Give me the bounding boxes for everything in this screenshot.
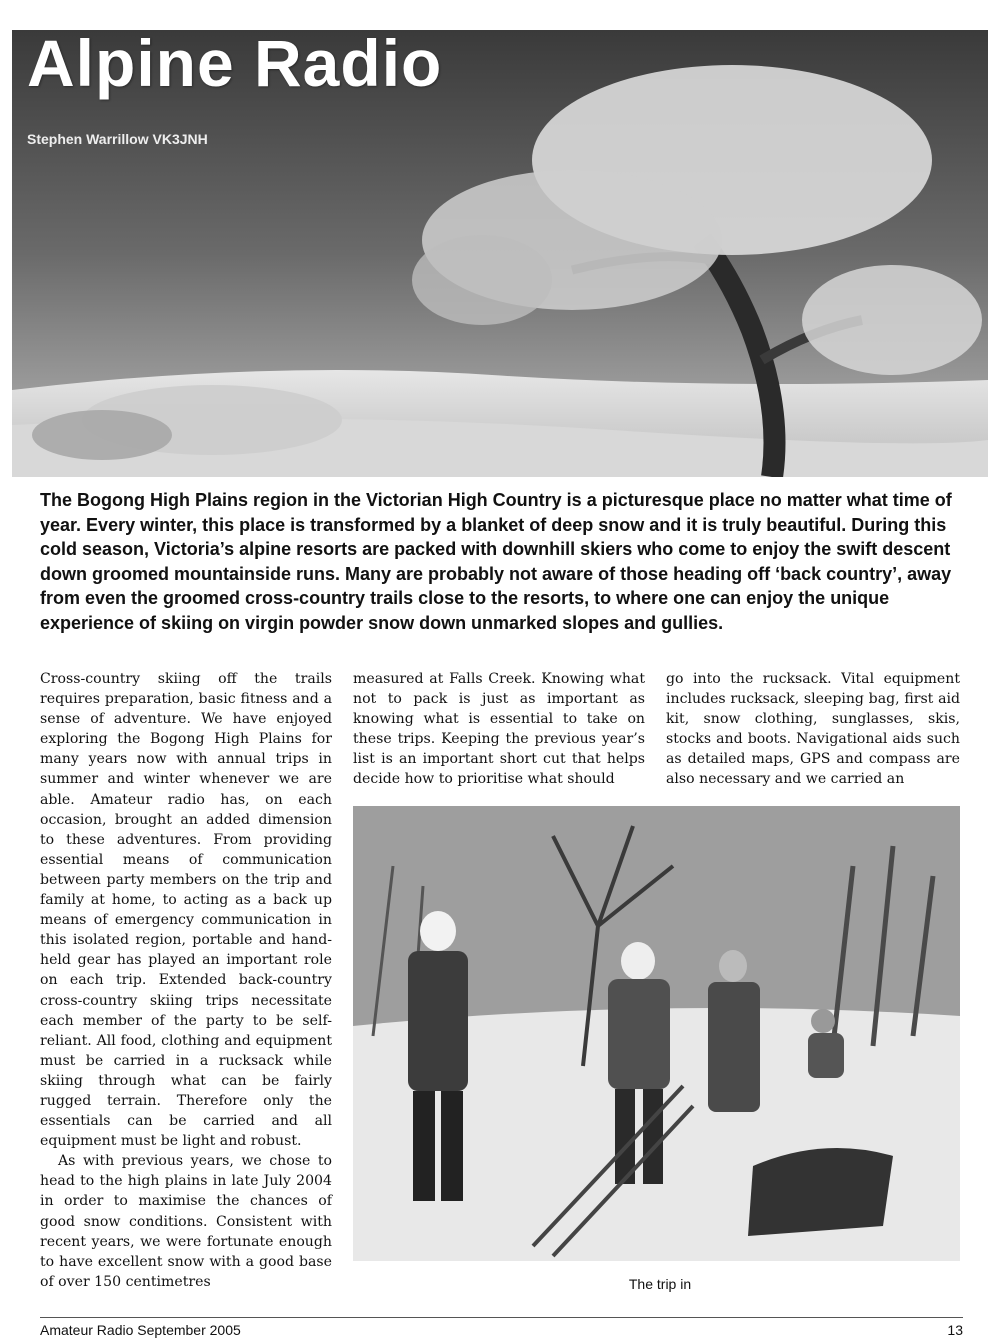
skiers-photo bbox=[353, 806, 960, 1261]
skiers-illustration bbox=[353, 806, 960, 1261]
footer-page-number: 13 bbox=[947, 1322, 963, 1338]
footer-divider bbox=[40, 1317, 963, 1318]
body-column-1 bbox=[40, 669, 332, 1292]
article-title: Alpine Radio bbox=[27, 26, 443, 100]
body-column-2: measured at Falls Creek. Knowing what not to pack is just as important as knowing what is essential to take on these trips. Keeping the previous year’s list is an important short cut that helps decide how to prioritise what should bbox=[353, 671, 645, 788]
photo-caption: The trip in bbox=[628, 1276, 692, 1292]
article-lead: The Bogong High Plains region in the Victorian High Country is a picturesque place no matter what time of year. Every winter, this place is transformed by a blanket of deep snow and it is truly beautiful. During this cold season, Victoria’s alpine resorts are packed with downhill skiers who come to enjoy the swift descent down groomed mountainside runs. Many are probably not aware of those heading off ‘back country’, away from even the groomed cross-country trails close to the resorts, to where one can enjoy the unique experience of skiing on virgin powder snow down unmarked slopes and gullies. bbox=[40, 490, 952, 633]
footer-publication: Amateur Radio September 2005 bbox=[40, 1322, 241, 1338]
body-paragraph: Cross-country skiing off the trails requires preparation, basic fitness and a sense of adventure. We have enjoyed exploring the Bogong High Plains for many years now with annual trips in summer and winter whenever we are able. Amateur radio has, on each occasion, brought an added dimension to these adventures. From providing essential means of communication between party members on the trip and family at home, to acting as a back up means of emergency communication in this isolated region, portable and hand-held gear has played an important role on each trip. Extended back-country cross-country skiing trips necessitate each member of the party to be self-reliant. All food, clothing and equipment must be carried in a rucksack while skiing through what can be fairly rugged terrain. Therefore only the essentials can be carried and all equipment must be light and robust. bbox=[40, 671, 332, 1150]
author-byline: Stephen Warrillow VK3JNH bbox=[27, 131, 208, 147]
body-paragraph: As with previous years, we chose to head to the high plains in late July 2004 in order to maximise the chances of good snow conditions. Consistent with recent years, we were fortunate enough to have excellent snow with a good base of over 150 centimetres bbox=[40, 1153, 332, 1290]
body-column-3: go into the rucksack. Vital equipment includes rucksack, sleeping bag, first aid kit, snow clothing, sunglasses, skis, stocks and boots. Navigational aids such as detailed maps, GPS and compass are also necessary and we carried an bbox=[666, 671, 960, 788]
